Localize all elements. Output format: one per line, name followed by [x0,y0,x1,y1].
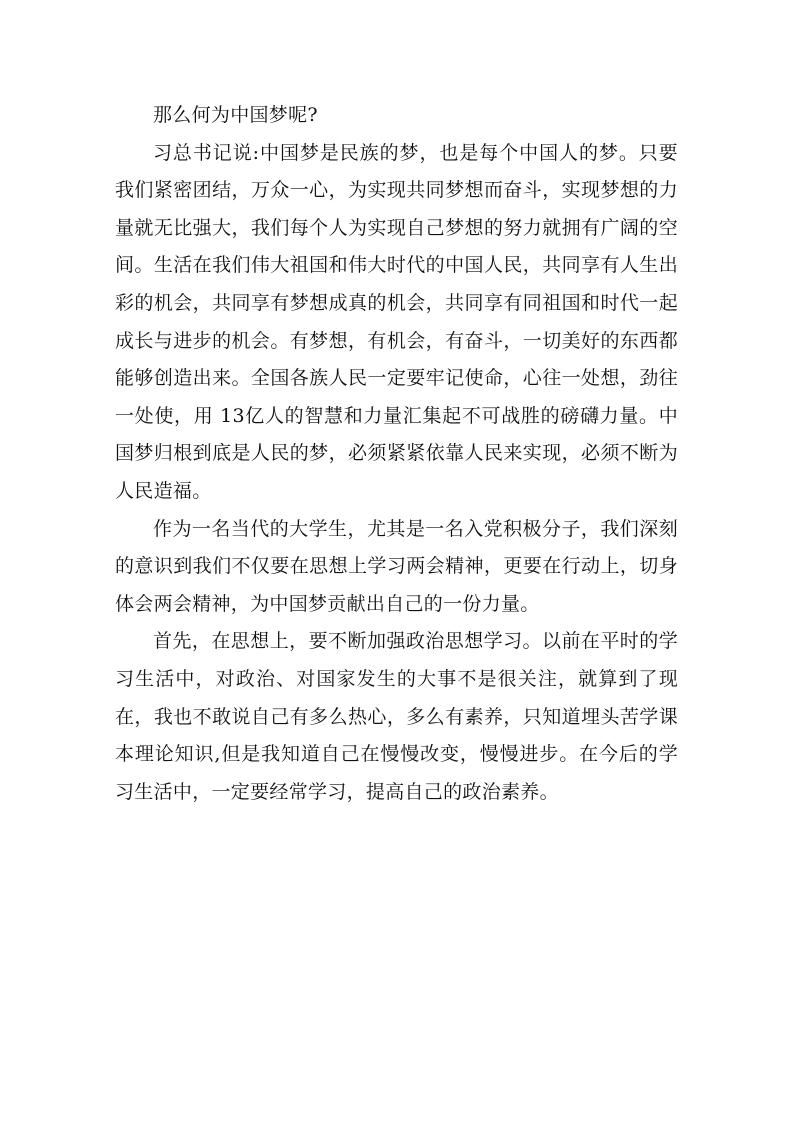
paragraph-quote: 习总书记说:中国梦是民族的梦，也是每个中国人的梦。只要我们紧密团结，万众一心，为实现共同梦想而奋斗，实现梦想的力量就无比强大，我们每个人为实现自己梦想的努力就拥有广阔的空间。生活在我们伟大祖国和伟大时代的中国人民，共同享有人生出彩的机会，共同享有梦想成真的机会，共同享有同祖国和时代一起成长与进步的机会。有梦想，有机会，有奋斗，一切美好的东西都能够创造出来。全国各族人民一定要牢记使命，心往一处想，劲往一处使，用 13亿人的智慧和力量汇集起不可战胜的磅礴力量。中国梦归根到底是人民的梦，必须紧紧依靠人民来实现，必须不断为人民造福。 [115,141,678,502]
paragraph-first: 首先，在思想上，要不断加强政治思想学习。以前在平时的学习生活中，对政治、对国家发生的大事不是很关注，就算到了现在，我也不敢说自己有多么热心，多么有素养，只知道埋头苦学课本理论知识,但是我知道自己在慢慢改变，慢慢进步。在今后的学习生活中，一定要经常学习，提高自己的政治素养。 [115,630,678,803]
paragraph-question: 那么何为中国梦呢? [153,104,318,126]
paragraph-student: 作为一名当代的大学生，尤其是一名入党积极分子，我们深刻的意识到我们不仅要在思想上学习两会精神，更要在行动上，切身体会两会精神，为中国梦贡献出自己的一份力量。 [115,517,678,615]
document-body [115,97,678,811]
